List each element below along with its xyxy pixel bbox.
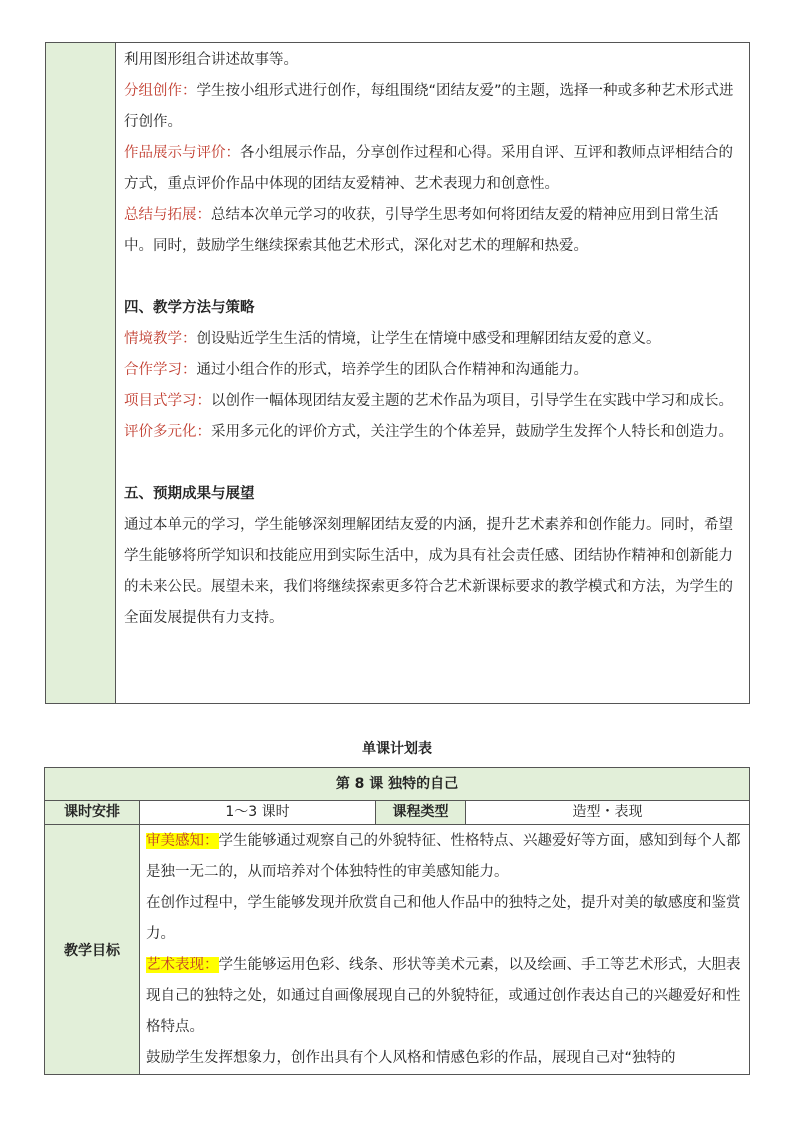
goals-label: 教学目标 (45, 825, 140, 1074)
method-item: 评价多元化：采用多元化的评价方式，关注学生的个体差异，鼓励学生发挥个人特长和创造力。 (124, 424, 733, 440)
table-caption: 单课计划表 (362, 741, 432, 757)
method-item: 合作学习：通过小组合作的形式，培养学生的团队合作精神和沟通能力。 (124, 362, 588, 378)
method-item: 情境教学：创设贴近学生生活的情境，让学生在情境中感受和理解团结友爱的意义。 (124, 331, 661, 347)
course-type-label: 课程类型 (376, 801, 466, 824)
goals-content (146, 826, 743, 1074)
goal-paragraph: 审美感知：学生能够通过观察自己的外貌特征、性格特点、兴趣爱好等方面，感知到每个人都是独一无二的，从而培养对个体独特性的审美感知能力。 (146, 833, 741, 880)
schedule-label: 课时安排 (45, 801, 140, 824)
section-5-paragraph: 通过本单元的学习，学生能够深刻理解团结友爱的内涵，提升艺术素养和创作能力。同时，希望学生能够将所学知识和技能应用到实际生活中，成为具有社会责任感、团结协作精神和创新能力的未来公民。展望未来，我们将继续探索更多符合艺术新课标要求的教学模式和方法，为学生的全面发展提供有力支持。 (124, 517, 733, 626)
upper-table-label-cell (46, 43, 116, 703)
lesson-title: 第 8 课 独特的自己 (45, 768, 749, 801)
course-type-value: 造型・表现 (572, 804, 643, 820)
upper-table-content (124, 45, 746, 634)
showcase-paragraph: 作品展示与评价：各小组展示作品，分享创作过程和心得。采用自评、互评和教师点评相结合的方式，重点评价作品中体现的团结友爱精神、艺术表现力和创意性。 (124, 145, 733, 192)
upper-table (45, 42, 750, 704)
goal-paragraph: 在创作过程中，学生能够发现并欣赏自己和他人作品中的独特之处，提升对美的敏感度和鉴赏力。 (146, 895, 741, 942)
goal-paragraph: 艺术表现：学生能够运用色彩、线条、形状等美术元素，以及绘画、手工等艺术形式，大胆表现自己的独特之处，如通过自画像展现自己的外貌特征，或通过创作表达自己的兴趣爱好和性格特点。 (146, 957, 741, 1035)
text-line: 利用图形组合讲述故事等。 (124, 52, 298, 68)
lesson-plan-table (44, 767, 750, 1075)
section-4-heading: 四、教学方法与策略 (124, 300, 255, 316)
section-5-heading: 五、预期成果与展望 (124, 486, 255, 502)
method-item: 项目式学习：以创作一幅体现团结友爱主题的艺术作品为项目，引导学生在实践中学习和成长。 (124, 393, 733, 409)
schedule-row (45, 801, 749, 825)
goal-paragraph: 鼓励学生发挥想象力，创作出具有个人风格和情感色彩的作品，展现自己对“独特的 (146, 1050, 676, 1066)
group-creation-paragraph: 分组创作：学生按小组形式进行创作，每组围绕“团结友爱”的主题，选择一种或多种艺术形式进行创作。 (124, 83, 734, 130)
summary-paragraph: 总结与拓展：总结本次单元学习的收获，引导学生思考如何将团结友爱的精神应用到日常生活中。同时，鼓励学生继续探索其他艺术形式，深化对艺术的理解和热爱。 (124, 207, 719, 254)
schedule-value: 1～3 课时 (140, 801, 376, 824)
